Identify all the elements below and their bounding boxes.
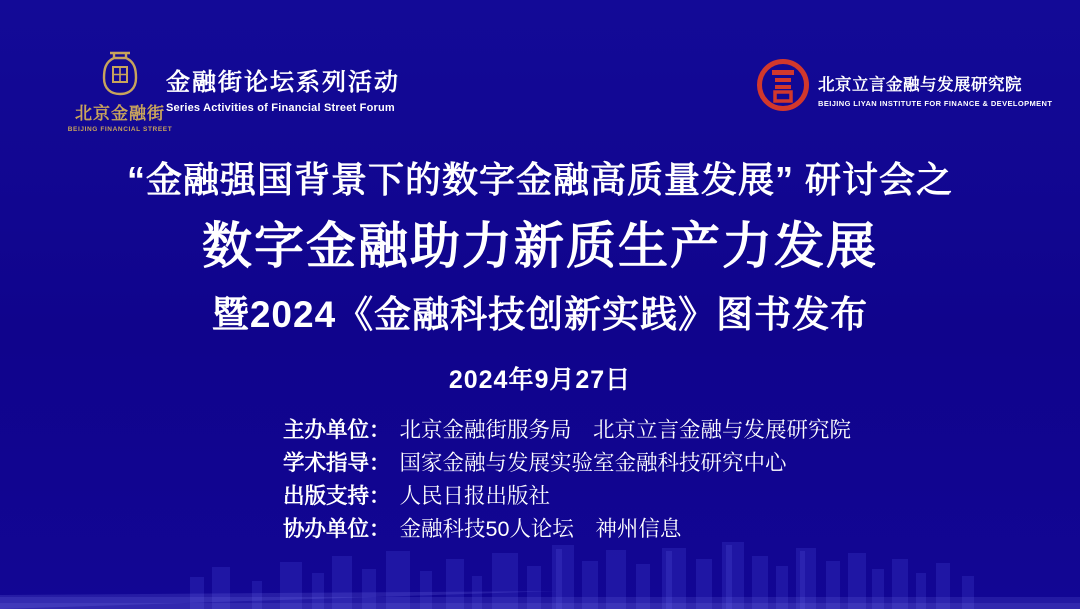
seminar-supertitle: “金融强国背景下的数字金融高质量发展” 研讨会之 — [126, 159, 953, 200]
liyan-institute-title — [818, 71, 1052, 108]
credit-value: 金融科技50人论坛 神州信息 — [399, 517, 682, 541]
credits-block — [283, 414, 851, 546]
liyan-institute-name-cn: 北京立言金融与发展研究院 — [818, 76, 1022, 94]
credit-label: 学术指导： — [283, 451, 391, 475]
credit-row-academic — [283, 447, 851, 480]
financial-street-logo — [67, 50, 173, 133]
credit-label: 出版支持： — [283, 484, 391, 508]
credit-label: 协办单位： — [283, 517, 391, 541]
forum-series-title-cn: 金融街论坛系列活动 — [166, 69, 400, 96]
financial-street-name-en: BEIJING FINANCIAL STREET — [67, 126, 173, 133]
credit-value: 北京金融街服务局 北京立言金融与发展研究院 — [399, 418, 852, 442]
financial-street-name-cn: 北京金融街 — [75, 104, 165, 123]
forum-series-title-en: Series Activities of Financial Street Forum — [166, 102, 395, 114]
credit-value: 人民日报出版社 — [399, 484, 551, 508]
main-title: 数字金融助力新质生产力发展 — [202, 218, 878, 274]
forum-series-title — [166, 62, 400, 114]
event-date: 2024年9月27日 — [448, 366, 632, 394]
liyan-institute-name-en: BEIJING LIYAN INSTITUTE FOR FINANCE & DEVELOPMENT — [818, 99, 1053, 108]
credit-label: 主办单位： — [283, 418, 391, 442]
city-skyline-graphic — [0, 529, 1080, 609]
credit-value: 国家金融与发展实验室金融科技研究中心 — [399, 451, 787, 475]
liyan-seal-icon — [756, 57, 810, 118]
book-release-subtitle: 暨2024《金融科技创新实践》图书发布 — [211, 294, 869, 335]
credit-row-publisher — [283, 480, 851, 513]
credit-row-host — [283, 414, 851, 447]
vase-emblem-icon — [101, 50, 139, 96]
